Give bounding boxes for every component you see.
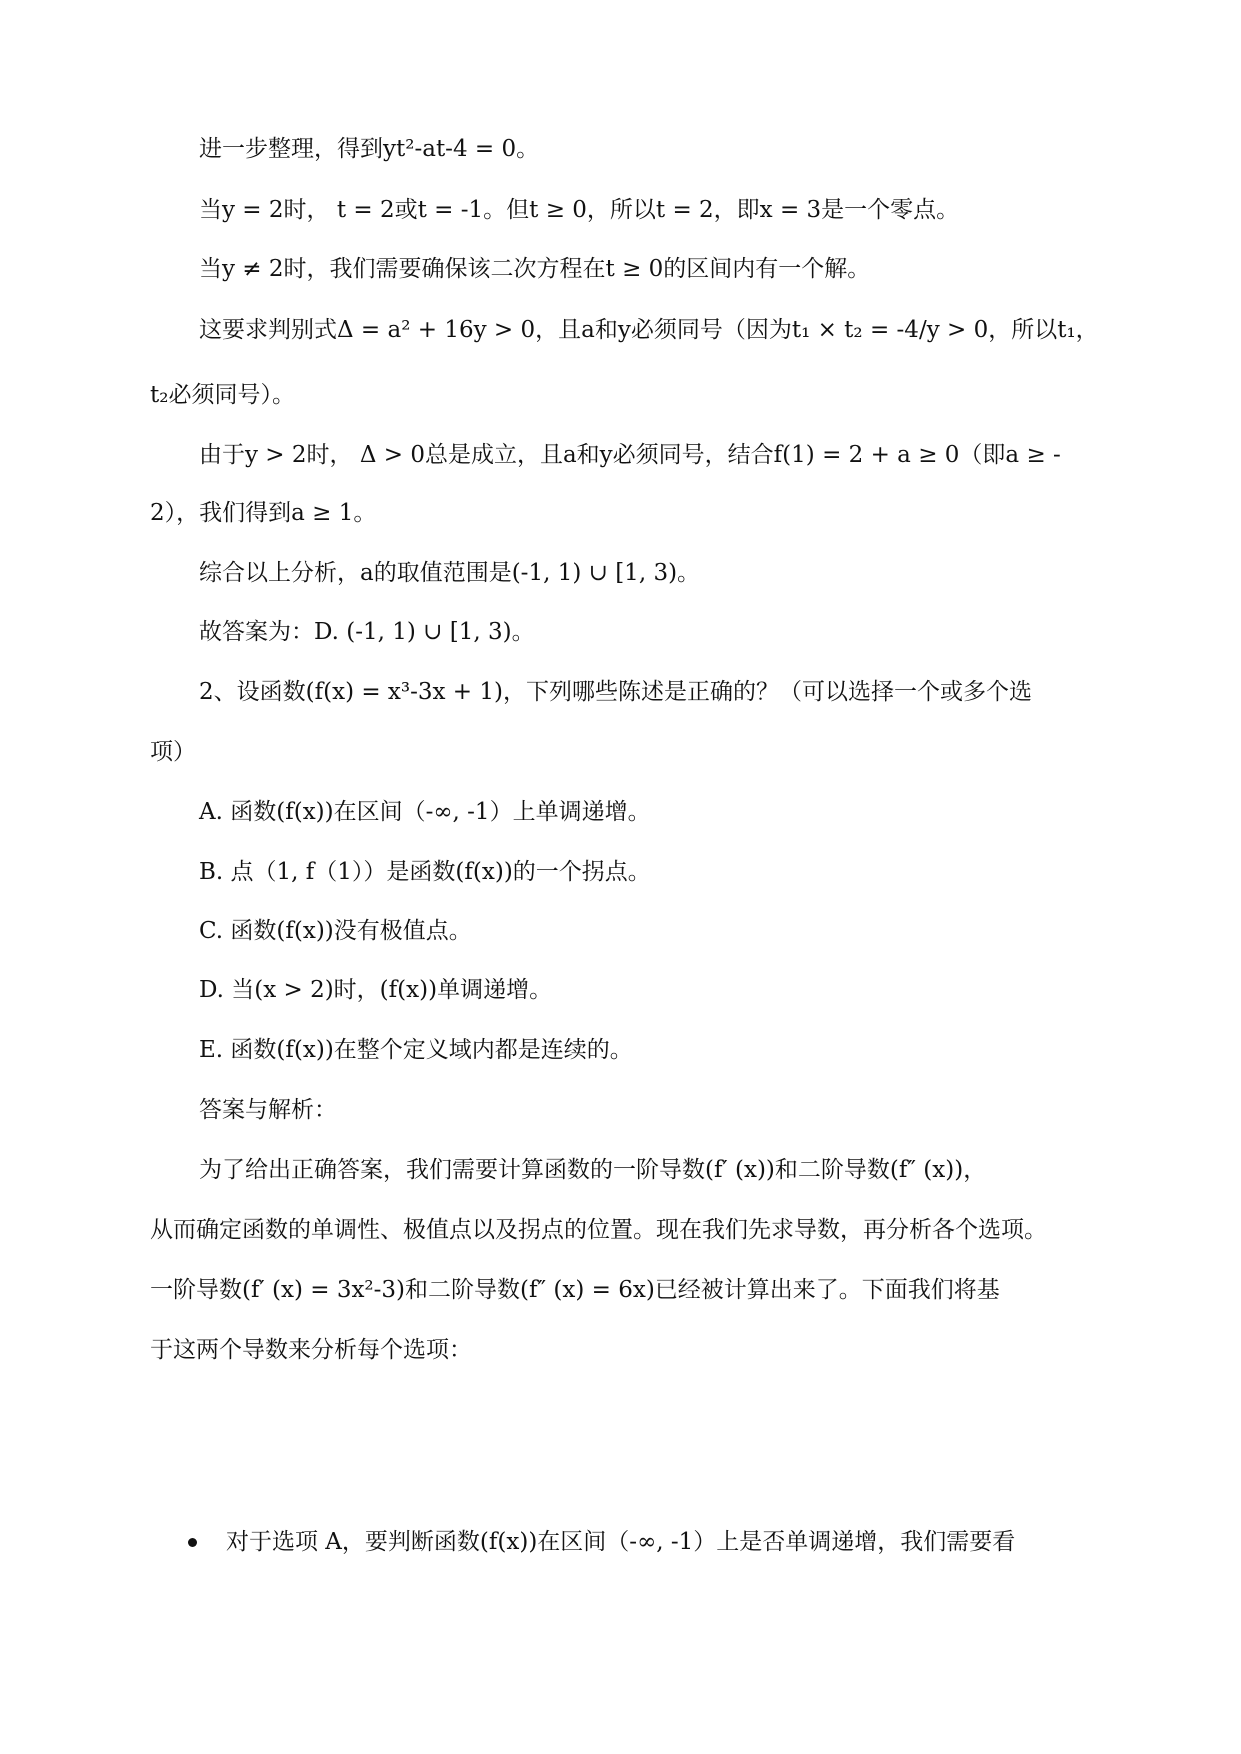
paragraph-line: 项） [150, 739, 196, 765]
paragraph-line: 这要求判别式Δ = a² + 16y > 0，且a和y必须同号（因为t₁ × t₂ = -4/y > 0，所以t₁， [199, 317, 1099, 343]
option-c: C. 函数(f(x))没有极值点。 [199, 918, 472, 944]
option-d: D. 当(x > 2)时，(f(x))单调递增。 [199, 977, 553, 1003]
paragraph-line: 从而确定函数的单调性、极值点以及拐点的位置。现在我们先求导数，再分析各个选项。 [150, 1217, 1047, 1243]
bullet-item: 对于选项 A，要判断函数(f(x))在区间（-∞, -1）上是否单调递增，我们需要看 [226, 1529, 1016, 1555]
bullet-icon [188, 1538, 197, 1547]
question-heading: 2、设函数(f(x) = x³-3x + 1)，下列哪些陈述是正确的？（可以选择一个或多个选 [199, 679, 1032, 705]
paragraph-line: 综合以上分析，a的取值范围是(-1, 1) ∪ [1, 3)。 [199, 560, 701, 586]
paragraph-line: 于这两个导数来分析每个选项： [150, 1337, 472, 1363]
paragraph-line: t₂必须同号）。 [150, 382, 295, 408]
paragraph-line: 当y = 2时， t = 2或t = -1。但t ≥ 0，所以t = 2，即x = 3是一个零点。 [199, 197, 960, 223]
answer-heading: 答案与解析： [199, 1097, 337, 1123]
paragraph-line: 由于y > 2时， Δ > 0总是成立，且a和y必须同号，结合f(1) = 2 + a ≥ 0（即a ≥ - [199, 442, 1061, 468]
paragraph-line: 2），我们得到a ≥ 1。 [150, 500, 377, 526]
option-a: A. 函数(f(x))在区间（-∞, -1）上单调递增。 [199, 799, 651, 825]
paragraph-line: 一阶导数(f′ (x) = 3x²-3)和二阶导数(f″ (x) = 6x)已经被计算出来了。下面我们将基 [150, 1277, 1000, 1303]
option-e: E. 函数(f(x))在整个定义域内都是连续的。 [199, 1037, 633, 1063]
paragraph-line: 为了给出正确答案，我们需要计算函数的一阶导数(f′ (x))和二阶导数(f″ (x))， [199, 1157, 987, 1183]
paragraph-line: 故答案为：D. (-1, 1) ∪ [1, 3)。 [199, 619, 535, 645]
paragraph-line: 当y ≠ 2时，我们需要确保该二次方程在t ≥ 0的区间内有一个解。 [199, 256, 871, 282]
option-b: B. 点（1, f（1））是函数(f(x))的一个拐点。 [199, 859, 651, 885]
paragraph-line: 进一步整理，得到yt²-at-4 = 0。 [199, 136, 540, 162]
